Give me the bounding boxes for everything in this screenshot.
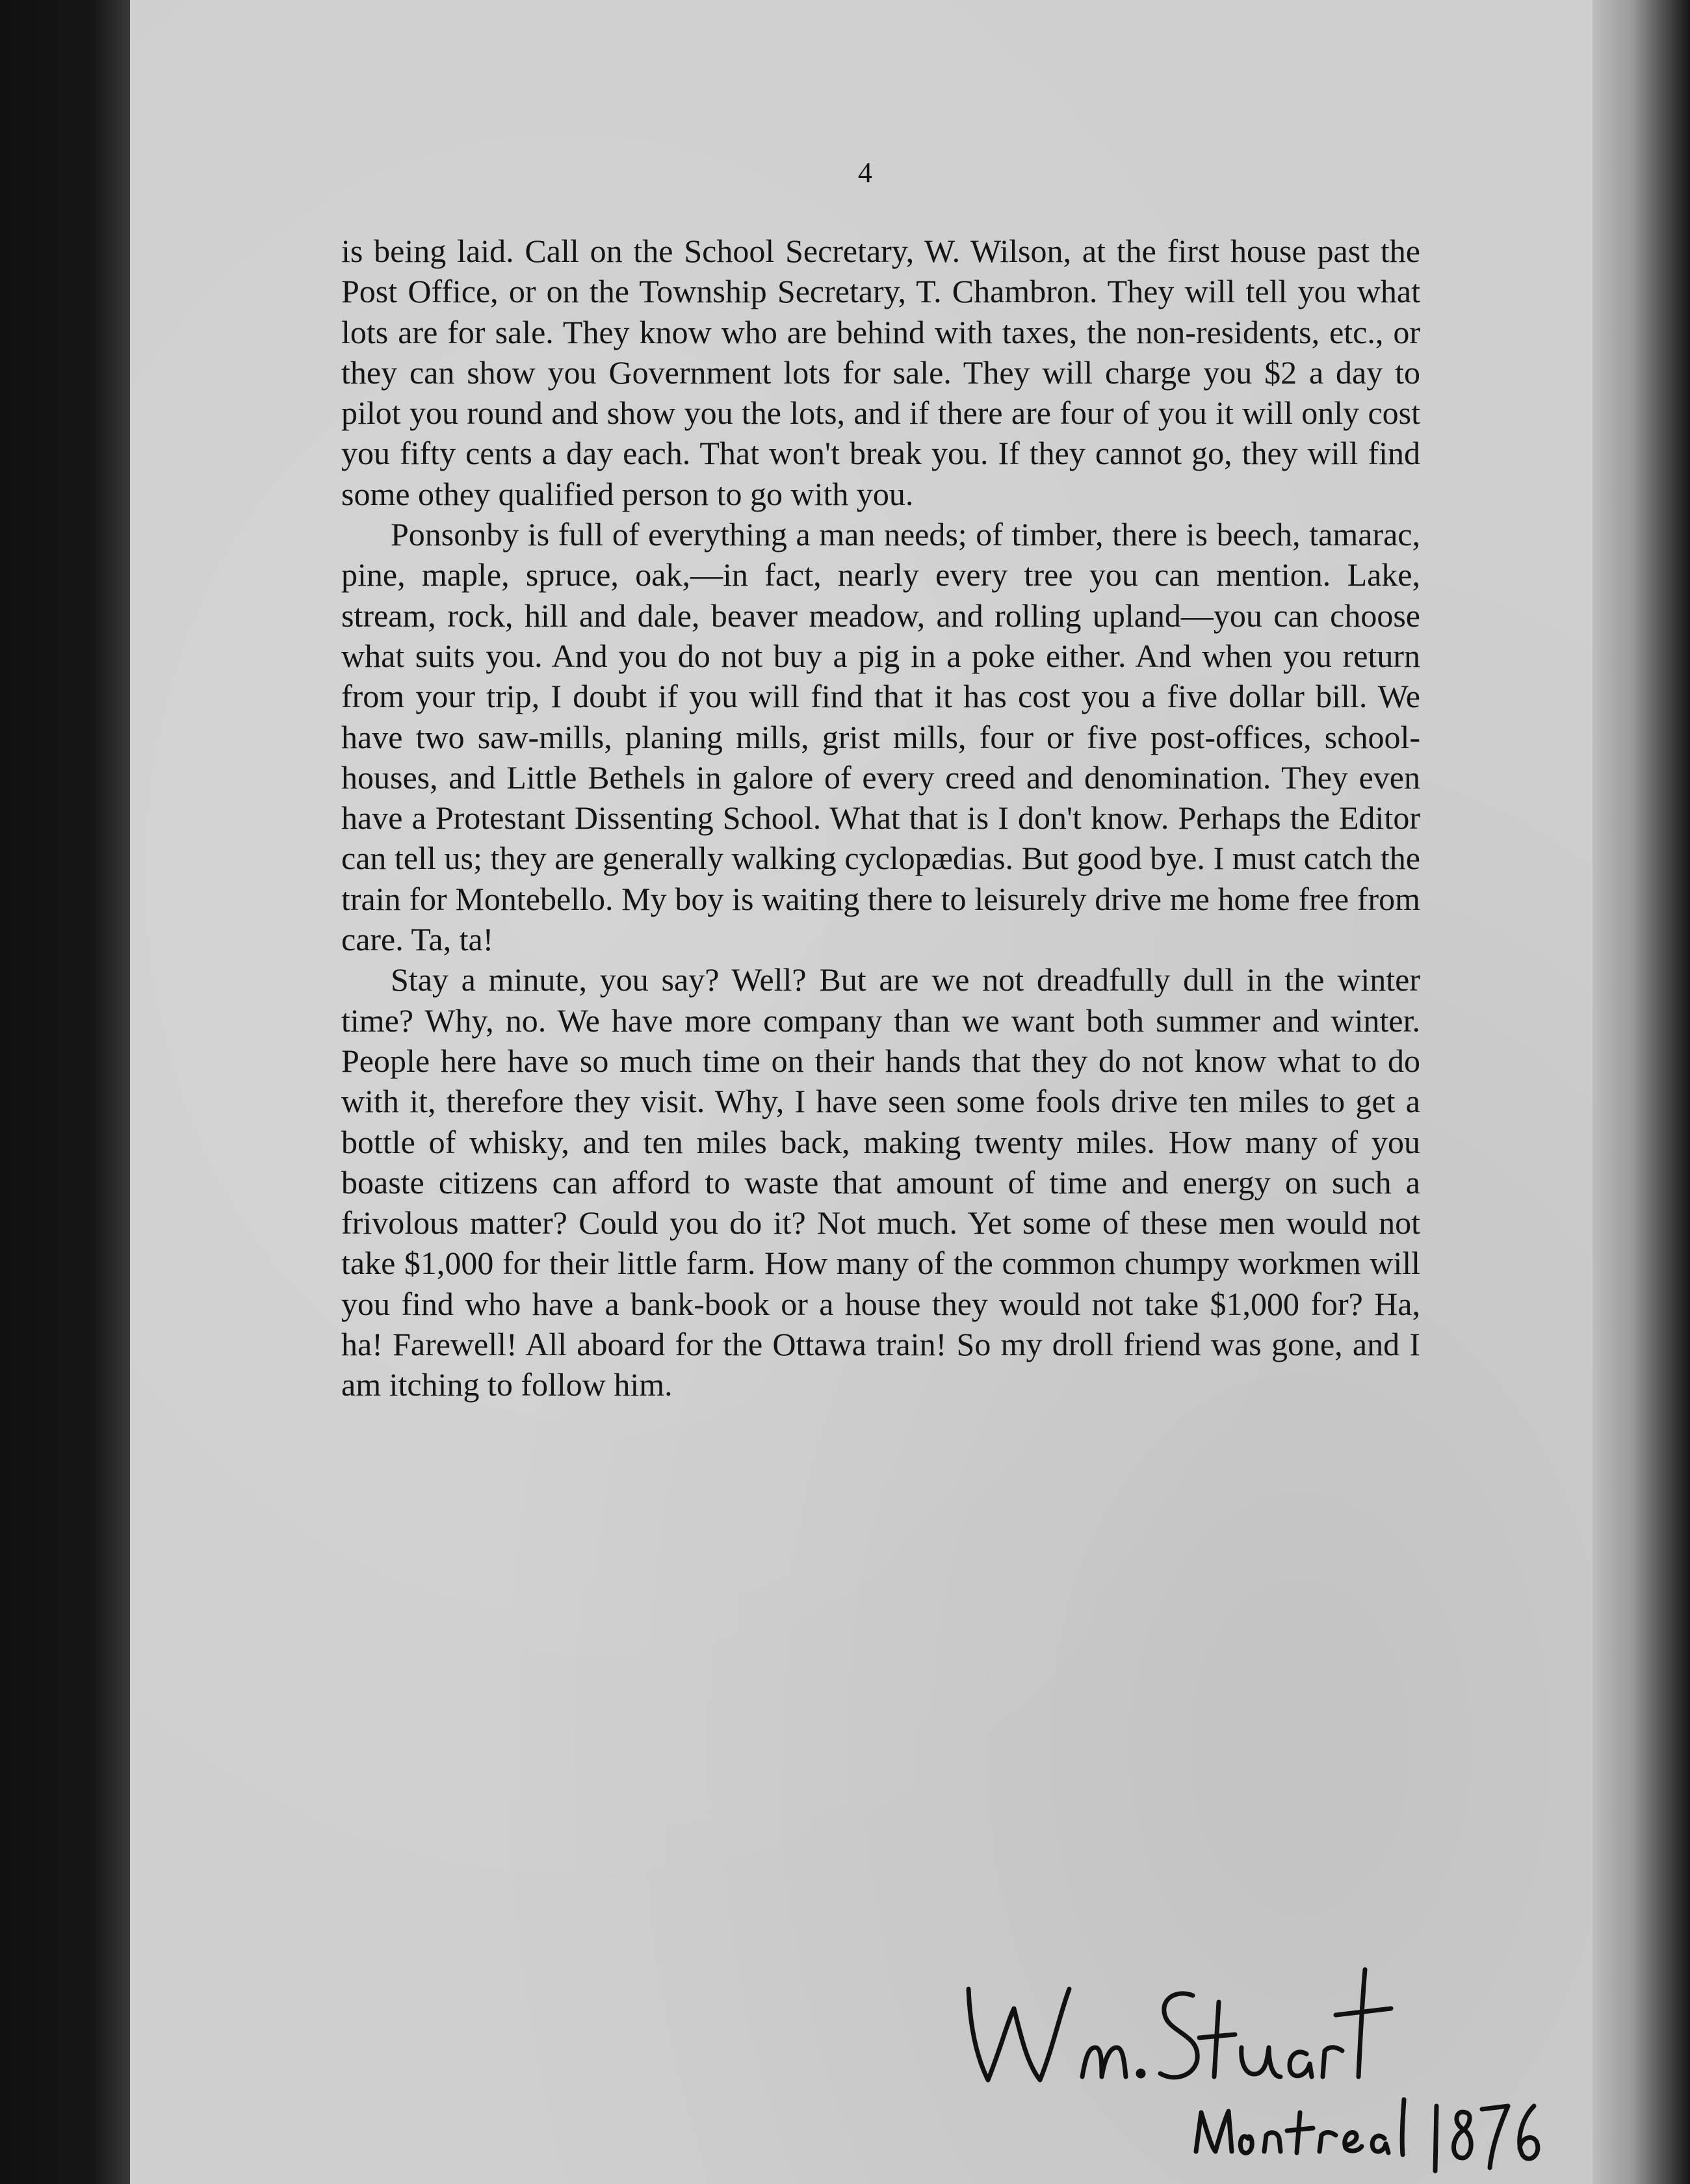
paragraph: is being laid. Call on the School Secretary, W. Wilson, at the first house past the Post Office, or on the Township Secretary, T. Chambron. They will tell you what lots are for sale. They know who are behind with taxes, the non-residents, etc., or they can show you Government lots for sale. They will charge you $2 a day to pilot you round and show you the lots, and if there are four of you it will only cost you fifty cents a day each. That won't break you. If they cannot go, they will find some othey qualified person to go with you. [341, 233, 1420, 512]
page-number: 4 [858, 157, 872, 188]
body-text [341, 231, 1420, 1405]
scan-left-margin [0, 0, 130, 2184]
paragraph: Stay a minute, you say? Well? But are we not dreadfully dull in the winter time? Why, no. We have more company than we want both summer and winter. People here have so much time on their hands that they do not know what to do with it, therefore they visit. Why, I have seen some fools drive ten miles to get a bottle of whisky, and ten miles back, making twenty miles. How many of you boaste citizens can afford to waste that amount of time and energy on such a frivolous matter? Could you do it? Not much. Yet some of these men would not take $1,000 for their little farm. How many of the common chumpy workmen will you find who have a bank-book or a house they would not take $1,000 for? Ha, ha! Farewell! All aboard for the Ottawa train! So my droll friend was gone, and I am itching to follow him. [341, 961, 1420, 1403]
paragraph: Ponsonby is full of everything a man needs; of timber, there is beech, tamarac, pine, maple, spruce, oak,—in fact, nearly every tree you can mention. Lake, stream, rock, hill and dale, beaver meadow, and rolling upland—you can choose what suits you. And you do not buy a pig in a poke either. And when you return from your trip, I doubt if you will find that it has cost you a five dollar bill. We have two saw-mills, planing mills, grist mills, four or five post-offices, school-houses, and Little Bethels in galore of every creed and denomination. They even have a Protestant Dissenting School. What that is I don't know. Perhaps the Editor can tell us; they are generally walking cyclopædias. But good bye. I must catch the train for Montebello. My boy is waiting there to leisurely drive me home free from care. Ta, ta! [341, 516, 1420, 958]
handwritten-signature [962, 1944, 1547, 2178]
scan-right-margin [1592, 0, 1690, 2184]
